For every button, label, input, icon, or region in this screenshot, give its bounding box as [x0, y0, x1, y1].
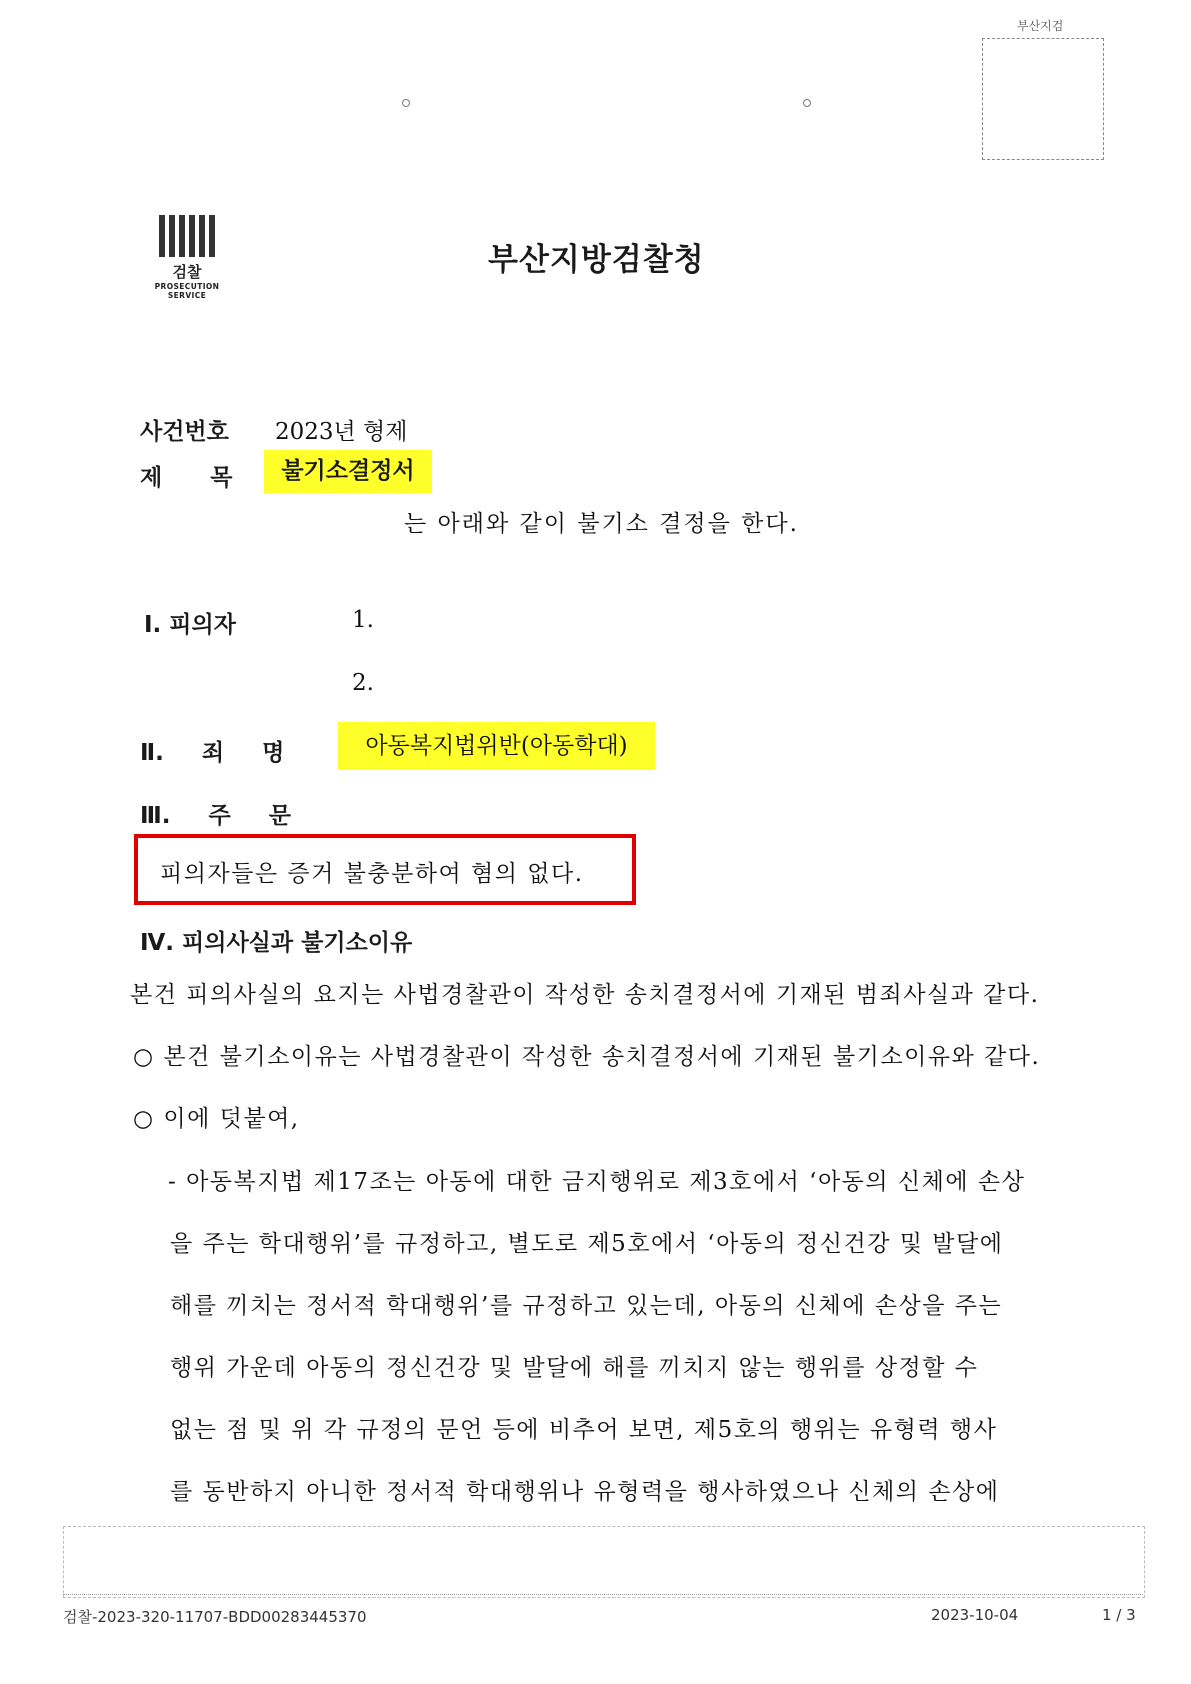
punch-hole	[402, 99, 410, 107]
reason-line: 을 주는 학대행위’를 규정하고, 별도로 제5호에서 ‘아동의 정신건강 및 발달에	[170, 1231, 1004, 1257]
reason-line: 본건 피의사실의 요지는 사법경찰관이 작성한 송치결정서에 기재된 범죄사실과 같다.	[130, 982, 1040, 1008]
footer-frame	[63, 1526, 1145, 1598]
case-number-label: 사건번호	[140, 419, 229, 445]
agency-title: 부산지방검찰청	[488, 242, 705, 278]
prosecution-logo	[143, 215, 231, 300]
logo-ko: 검찰	[172, 263, 202, 281]
charge-label: Ⅱ. 죄 명	[140, 740, 285, 766]
suspect-item: 2.	[352, 670, 374, 696]
subject-label: 제 목	[140, 465, 233, 491]
stamp-box	[982, 38, 1104, 160]
reason-line: 행위 가운데 아동의 정신건강 및 발달에 해를 끼치지 않는 행위를 상정할 수	[170, 1355, 979, 1381]
suspect-item: 1.	[352, 607, 374, 633]
footer-page: 1 / 3	[1102, 1606, 1136, 1624]
disposition-text: 피의자들은 증거 불충분하여 혐의 없다.	[160, 861, 584, 887]
reason-line: ○ 이에 덧붙여,	[133, 1106, 300, 1132]
reason-line: 를 동반하지 아니한 정서적 학대행위나 유형력을 행사하였으나 신체의 손상에	[170, 1479, 1000, 1505]
footer-date: 2023-10-04	[931, 1606, 1019, 1624]
logo-en: PROSECUTION SERVICE	[154, 282, 220, 300]
reason-line: 해를 끼치는 정서적 학대행위’를 규정하고 있는데, 아동의 신체에 손상을 주는	[170, 1293, 1003, 1319]
case-number-value: 2023년 형제	[275, 419, 408, 445]
stamp-label: 부산지검	[1017, 19, 1064, 33]
reason-line: 없는 점 및 위 각 규정의 문언 등에 비추어 보면, 제5호의 행위는 유형력 행사	[170, 1417, 998, 1443]
reason-line: - 아동복지법 제17조는 아동에 대한 금지행위로 제3호에서 ‘아동의 신체에 손상	[168, 1169, 1026, 1195]
subject-value: 불기소결정서	[264, 450, 432, 493]
footer-divider	[63, 1594, 1143, 1601]
charge-value: 아동복지법위반(아동학대)	[338, 722, 655, 770]
logo-bars-icon	[143, 215, 231, 257]
disposition-label: Ⅲ. 주 문	[140, 803, 291, 829]
disposition-box	[134, 834, 636, 905]
suspects-label: Ⅰ. 피의자	[144, 612, 236, 638]
reason-line: ○ 본건 불기소이유는 사법경찰관이 작성한 송치결정서에 기재된 불기소이유와 같다.	[133, 1044, 1041, 1070]
footer-doc-id: 검찰-2023-320-11707-BDD00283445370	[63, 1608, 367, 1626]
punch-hole	[803, 99, 811, 107]
intro-text: 는 아래와 같이 불기소 결정을 한다.	[404, 511, 799, 537]
reasons-label: Ⅳ. 피의사실과 불기소이유	[140, 930, 413, 956]
